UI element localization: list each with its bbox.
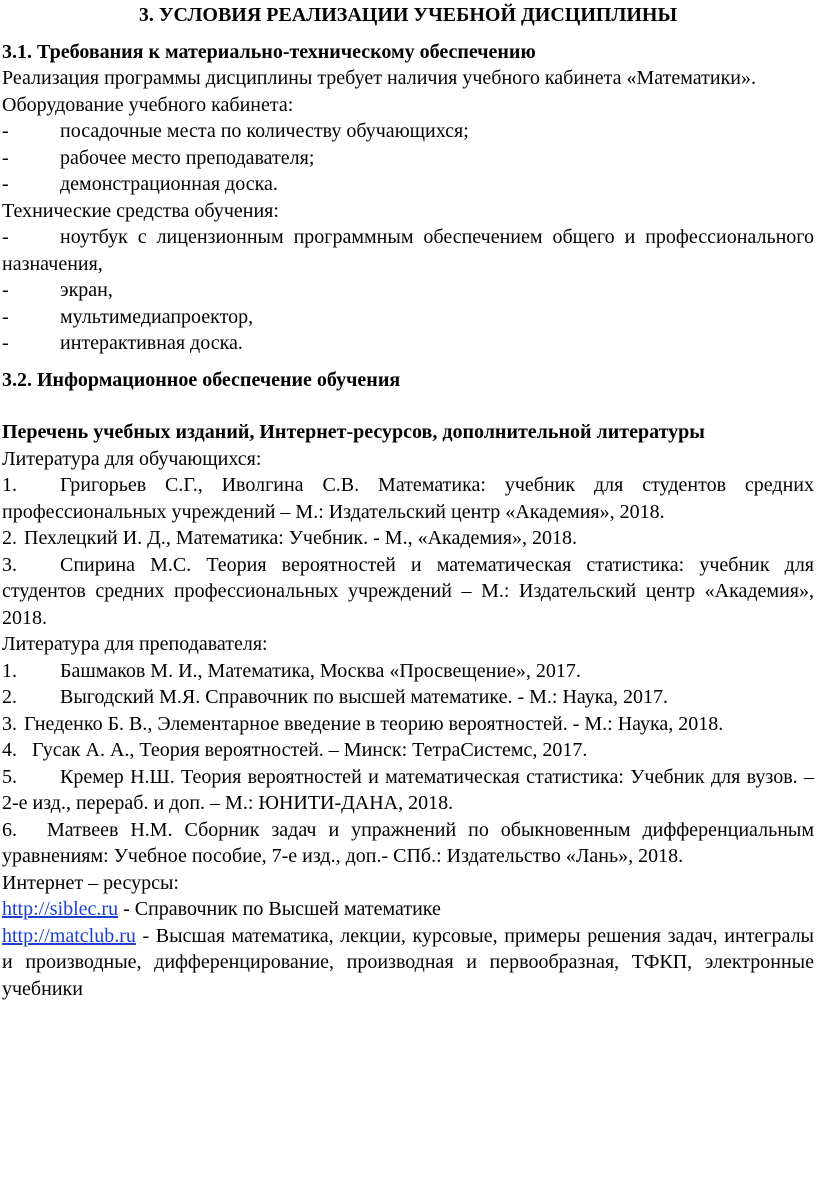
list-item-text: ноутбук с лицензионным программным обеспечением общего и профессионального назначения, <box>2 226 814 275</box>
siblec-link[interactable]: http://siblec.ru <box>2 898 119 920</box>
list-item <box>2 118 814 145</box>
equipment-label: Оборудование учебного кабинета: <box>2 93 294 116</box>
list-item <box>2 171 814 198</box>
literature-item <box>2 525 814 552</box>
intro-paragraph: Реализация программы дисциплины требует наличия учебного кабинета «Математики». <box>2 67 756 89</box>
list-item <box>2 304 814 331</box>
item-number: 1. <box>2 474 17 496</box>
item-text: Григорьев С.Г., Иволгина С.В. Математика: учебник для студентов средних профессиональных учреждений – М.: Издательский центр «Академия», 2018. <box>2 474 814 523</box>
list-item <box>2 277 814 304</box>
literature-item <box>2 684 814 711</box>
students-label: Литература для обучающихся: <box>2 447 262 470</box>
item-number: 6. <box>2 818 17 841</box>
list-item-text: посадочные места по количеству обучающихся; <box>60 120 469 142</box>
item-number: 4. <box>2 739 17 761</box>
item-number: 3. <box>2 553 17 576</box>
list-dash: - <box>2 173 9 195</box>
item-text: Башмаков М. И., Математика, Москва «Просвещение», 2017. <box>60 659 581 682</box>
teachers-label: Литература для преподавателя: <box>2 633 268 655</box>
item-number: 2. <box>2 686 17 708</box>
list-item-text: рабочее место преподавателя; <box>60 146 315 169</box>
list-heading: Перечень учебных изданий, Интернет-ресурсов, дополнительной литературы <box>2 421 705 443</box>
list-item-text: интерактивная доска. <box>60 332 243 354</box>
list-item-text: демонстрационная доска. <box>60 173 278 195</box>
heading-3-2: 3.2. Информационное обеспечение обучения <box>2 368 401 391</box>
literature-item <box>2 737 814 764</box>
list-dash: - <box>2 279 9 301</box>
item-number: 5. <box>2 765 17 788</box>
list-dash: - <box>2 305 9 328</box>
item-text: Пехлецкий И. Д., Математика: Учебник. - М., «Академия», 2018. <box>24 527 577 549</box>
item-number: 2. <box>2 527 17 549</box>
list-item <box>2 330 814 357</box>
literature-item <box>2 658 814 685</box>
item-number: 1. <box>2 659 17 682</box>
list-item <box>2 145 814 172</box>
tech-label: Технические средства обучения: <box>2 199 279 222</box>
list-dash: - <box>2 146 9 169</box>
item-text: Выгодский М.Я. Справочник по высшей математике. - М.: Наука, 2017. <box>60 686 669 708</box>
item-text: Кремер Н.Ш. Теория вероятностей и математическая статистика: Учебник для вузов. – 2-е изд., перераб. и доп. – М.: ЮНИТИ-ДАНА, 2018. <box>2 765 814 814</box>
internet-label: Интернет – ресурсы: <box>2 871 179 894</box>
list-dash: - <box>2 332 9 354</box>
list-dash: - <box>2 226 9 248</box>
literature-item <box>2 552 814 632</box>
literature-item <box>2 711 814 738</box>
resource-description: - Справочник по Высшей математике <box>118 898 441 920</box>
list-item-text: мультимедиапроектор, <box>60 305 254 328</box>
literature-item <box>2 764 814 817</box>
section-title: 3. УСЛОВИЯ РЕАЛИЗАЦИИ УЧЕБНОЙ ДИСЦИПЛИНЫ <box>138 4 678 26</box>
heading-3-1: 3.1. Требования к материально-техническому обеспечению <box>2 40 536 63</box>
item-text: Спирина М.С. Теория вероятностей и математическая статистика: учебник для студентов средних профессиональных учреждений – М.: Издательский центр «Академия», 2018. <box>2 553 814 629</box>
list-item <box>2 224 814 277</box>
internet-resource <box>2 896 814 923</box>
matclub-link[interactable]: http://matclub.ru <box>2 924 136 947</box>
list-dash: - <box>2 120 9 142</box>
internet-resource <box>2 923 814 1003</box>
literature-item <box>2 817 814 870</box>
item-text: Гусак А. А., Теория вероятностей. – Минск: ТетраСистемс, 2017. <box>32 739 588 761</box>
item-text: Гнеденко Б. В., Элементарное введение в теорию вероятностей. - М.: Наука, 2018. <box>24 712 724 735</box>
resource-description: - Высшая математика, лекции, курсовые, примеры решения задач, интегралы и производные, дифференцирование, производная и первообразная, ТФКП, электронные учебники <box>2 924 814 1000</box>
literature-item <box>2 472 814 525</box>
item-text: Матвеев Н.М. Сборник задач и упражнений по обыкновенным дифференциальным уравнениям: Учебное пособие, 7-е изд., доп.- СПб.: Издательство «Лань», 2018. <box>2 818 814 867</box>
item-number: 3. <box>2 712 17 735</box>
list-item-text: экран, <box>60 279 113 301</box>
